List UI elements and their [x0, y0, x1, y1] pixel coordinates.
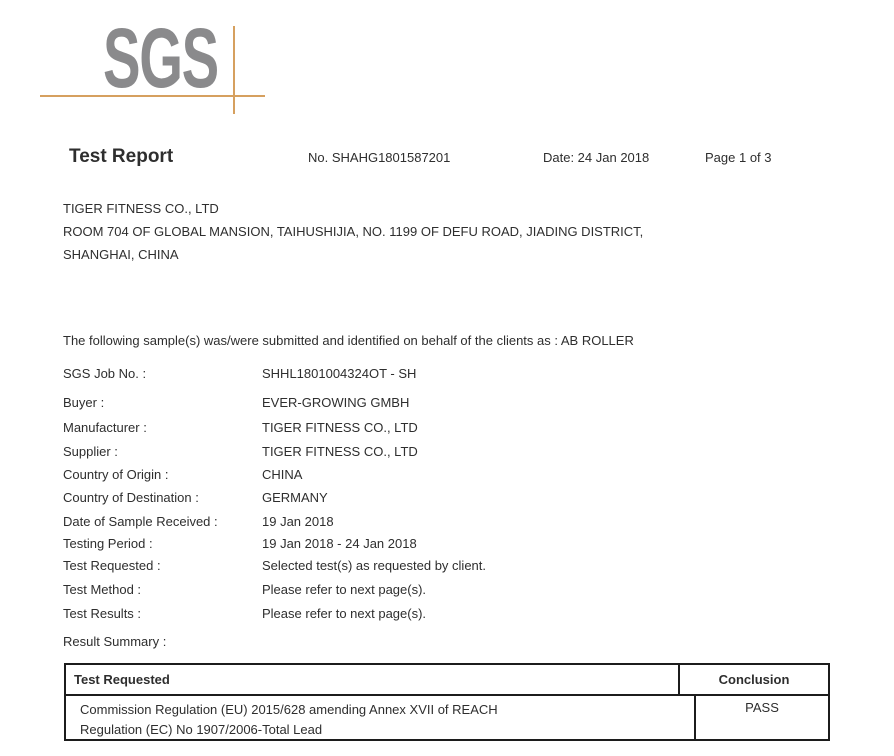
test-requested-line1: Commission Regulation (EU) 2015/628 amending Annex XVII of REACH: [80, 702, 498, 717]
table-row: [66, 696, 828, 739]
result-summary-heading: Result Summary :: [63, 634, 167, 649]
detail-row: [63, 513, 486, 530]
table-header-row: [66, 665, 828, 696]
detail-row: [63, 535, 486, 552]
detail-value: EVER-GROWING GMBH: [262, 395, 410, 410]
detail-row: [63, 605, 486, 622]
client-address-line1: ROOM 704 OF GLOBAL MANSION, TAIHUSHIJIA, NO. 1199 OF DEFU ROAD, JIADING DISTRICT,: [63, 224, 644, 239]
client-name: TIGER FITNESS CO., LTD: [63, 201, 219, 216]
detail-row: [63, 443, 486, 460]
detail-label: Test Method :: [63, 582, 142, 597]
sgs-logo: [0, 0, 320, 130]
sample-description: The following sample(s) was/were submitted and identified on behalf of the clients as : AB ROLLER: [63, 333, 634, 348]
detail-value: GERMANY: [262, 490, 328, 505]
detail-label: Test Results :: [63, 606, 142, 621]
detail-label: Date of Sample Received :: [63, 514, 218, 529]
report-date: Date: 24 Jan 2018: [543, 150, 650, 165]
detail-value: Selected test(s) as requested by client.: [262, 558, 487, 573]
client-address-block: [63, 197, 643, 266]
client-address-line2: SHANGHAI, CHINA: [63, 247, 179, 262]
detail-value: Please refer to next page(s).: [262, 606, 427, 621]
detail-value: SHHL1801004324OT - SH: [262, 366, 417, 381]
test-requested-line2: Regulation (EC) No 1907/2006-Total Lead: [80, 722, 323, 737]
detail-value: Please refer to next page(s).: [262, 582, 427, 597]
conclusion-cell: [696, 696, 828, 739]
detail-row: [63, 581, 486, 598]
detail-row: [63, 394, 486, 411]
col-header-conclusion: Conclusion: [718, 672, 790, 687]
detail-value: TIGER FITNESS CO., LTD: [262, 420, 418, 435]
detail-value: CHINA: [262, 467, 303, 482]
detail-label: Supplier :: [63, 444, 118, 459]
report-details: [63, 365, 486, 622]
detail-row: [63, 365, 486, 382]
detail-row: [63, 557, 486, 574]
detail-label: Testing Period :: [63, 536, 153, 551]
test-requested-cell: [66, 696, 696, 739]
report-title: Test Report: [69, 146, 174, 167]
detail-row: [63, 466, 486, 483]
detail-label: Country of Destination :: [63, 490, 199, 505]
detail-label: Country of Origin :: [63, 467, 169, 482]
logo-vertical-line: [233, 26, 235, 114]
col-header-test-requested: Test Requested: [66, 665, 680, 694]
result-summary-table: [64, 663, 830, 741]
detail-value: 19 Jan 2018: [262, 514, 334, 529]
page-indicator: Page 1 of 3: [705, 150, 772, 165]
detail-value: 19 Jan 2018 - 24 Jan 2018: [262, 536, 417, 551]
detail-label: Manufacturer :: [63, 420, 147, 435]
report-number: No. SHAHG1801587201: [308, 150, 451, 165]
detail-label: Buyer :: [63, 395, 105, 410]
detail-value: TIGER FITNESS CO., LTD: [262, 444, 418, 459]
detail-row: [63, 489, 486, 506]
detail-label: Test Requested :: [63, 558, 161, 573]
sgs-logo-text: SGS: [103, 11, 218, 105]
detail-row: [63, 419, 486, 436]
pass-value: PASS: [745, 700, 779, 715]
detail-label: SGS Job No. :: [63, 366, 147, 381]
